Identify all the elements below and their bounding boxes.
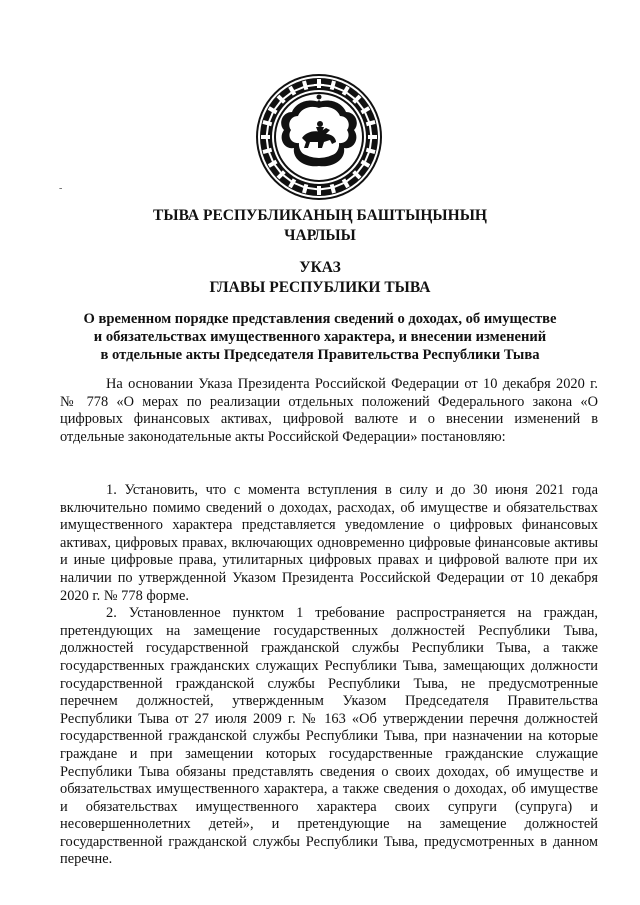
decree-issuer: ГЛАВЫ РЕСПУБЛИКИ ТЫВА bbox=[209, 279, 431, 296]
coat-of-arms-icon bbox=[254, 72, 384, 202]
tuvan-heading bbox=[40, 206, 600, 246]
scan-stray-mark: - bbox=[59, 183, 63, 194]
ring-notch bbox=[261, 135, 270, 139]
decree-title bbox=[40, 258, 600, 298]
ring-notch bbox=[317, 186, 321, 195]
preamble-paragraph: На основании Указа Президента Российской Федерации от 10 декабря 2020 г. № 778 «О мерах по реализации отдельных положений Федерального закона «О цифровых финансовых активах, цифровой валюте и о внесении изменений в отдельные законодательные акты Российской Федерации» постановляю: bbox=[60, 376, 598, 445]
tuvan-heading-line1: ТЫВА РЕСПУБЛИКАНЫҢ БАШТЫҢЫНЫҢ bbox=[153, 207, 487, 224]
decree-subject-line2: и обязательствах имущественного характера, и внесении изменений bbox=[93, 329, 547, 345]
decree-subject bbox=[40, 310, 600, 364]
decree-subject-line1: О временном порядке представления сведений о доходах, об имуществе bbox=[83, 311, 557, 327]
ring-notch bbox=[317, 79, 321, 88]
tuvan-heading-line2: ЧАРЛЫЫ bbox=[284, 227, 356, 244]
ring-notch bbox=[368, 135, 377, 139]
preamble-block bbox=[60, 376, 598, 446]
clause-1: 1. Установить, что с момента вступления в силу и до 30 июня 2021 года включительно помимо сведений о доходах, расходах, об имуществе и обязательствах имущественного характера представляется уведомление о цифровых финансовых активах, цифровых правах, включающих одновременно цифровые финансовые активы и иные цифровые права, утилитарных цифровых правах и цифровой валюте при их наличии по утвержденной Указом Президента Российской Федерации от 10 декабря 2020 г. № 778 форме. bbox=[60, 482, 598, 604]
decree-type: УКАЗ bbox=[299, 259, 341, 276]
clause-2: 2. Установленное пунктом 1 требование распространяется на граждан, претендующих на замещение государственных должностей Республики Тыва, должностей государственной гражданской службы Республики Тыва, а также государственных гражданских служащих Республики Тыва, замещающих должности государственной гражданской службы Республики Тыва, не предусмотренные перечнем должностей, утвержденным Указом Председателя Правительства Республики Тыва от 27 июля 2009 г. № 163 «Об утверждении перечня должностей государственной гражданской службы Республики Тыва, при назначении на которые граждане и при замещении которых государственные гражданские служащие Республики Тыва обязаны представлять сведения о своих доходах, об имуществе и обязательствах имущественного характера, а также сведения о доходах, об имуществе и обязательствах имущественного характера своих супруги (супруга) и несовершеннолетних детей», и претендующие на замещение должностей государственной гражданской службы Республики Тыва, предусмотренных в данном перечне. bbox=[60, 605, 598, 868]
decree-subject-line3: в отдельные акты Председателя Правительства Республики Тыва bbox=[100, 347, 540, 363]
clauses-block bbox=[60, 482, 598, 869]
